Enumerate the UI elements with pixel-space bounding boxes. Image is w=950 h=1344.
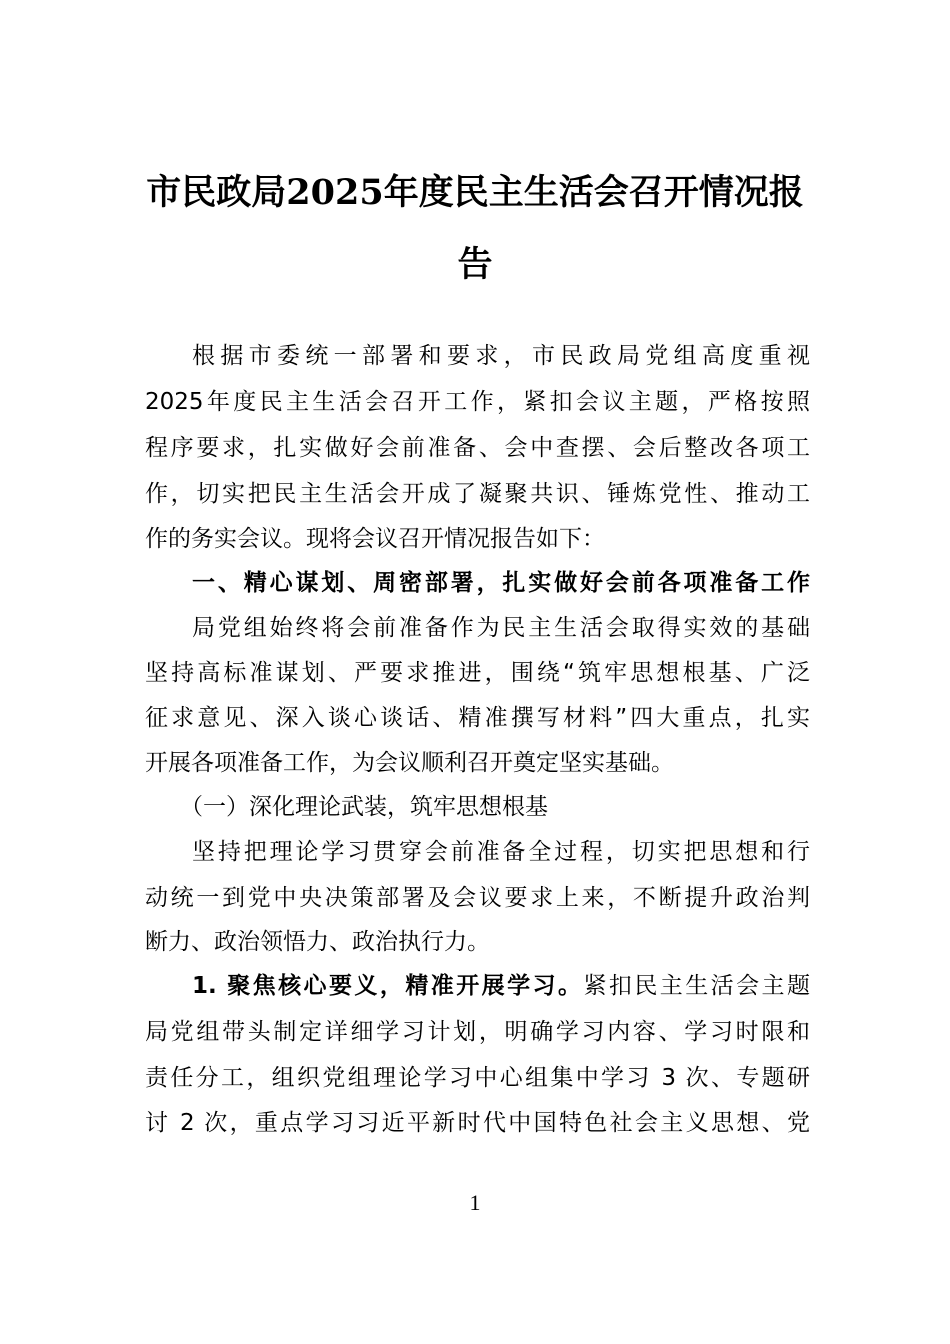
item-lead-rest: 紧扣民主生活会主题: [583, 973, 811, 999]
section-body-line: 征求意见、深入谈心谈话、精准撰写材料”四大重点，扎实: [145, 705, 810, 731]
item-body-line: 局党组带头制定详细学习计划，明确学习内容、学习时限和: [145, 1019, 810, 1045]
item-body-line: 讨 2 次，重点学习习近平新时代中国特色社会主义思想、党: [145, 1110, 810, 1136]
section-body-line: 局党组始终将会前准备作为民主生活会取得实效的基础: [192, 615, 810, 641]
item-body-line: 责任分工，组织党组理论学习中心组集中学习 3 次、专题研: [145, 1065, 810, 1091]
subsection-heading: （一）深化理论武装，筑牢思想根基: [180, 794, 548, 820]
intro-paragraph-line: 作的务实会议。现将会议召开情况报告如下：: [145, 526, 605, 552]
page-number: 1: [469, 1190, 481, 1215]
subsection-body-line: 断力、政治领悟力、政治执行力。: [145, 929, 490, 955]
document-title-continued: 告: [457, 244, 493, 285]
intro-paragraph-line: 根据市委统一部署和要求，市民政局党组高度重视: [192, 343, 810, 369]
intro-paragraph-line: 程序要求，扎实做好会前准备、会中查摆、会后整改各项工: [145, 435, 810, 461]
section-body-line: 坚持高标准谋划、严要求推进，围绕“筑牢思想根基、广泛: [145, 660, 810, 686]
intro-paragraph-line: 2025年度民主生活会召开工作，紧扣会议主题，严格按照: [145, 389, 810, 415]
subsection-body-line: 坚持把理论学习贯穿会前准备全过程，切实把思想和行: [192, 839, 810, 865]
item-first-line: [192, 964, 810, 1008]
section-heading: 一、精心谋划、周密部署，扎实做好会前各项准备工作: [192, 570, 810, 596]
item-lead-bold: 1. 聚焦核心要义，精准开展学习。: [192, 973, 584, 999]
subsection-body-line: 动统一到党中央决策部署及会议要求上来，不断提升政治判: [145, 885, 810, 911]
section-body-line: 开展各项准备工作，为会议顺利召开奠定坚实基础。: [145, 750, 674, 776]
intro-paragraph-line: 作，切实把民主生活会开成了凝聚共识、锤炼党性、推动工: [145, 481, 810, 507]
document-title: 市民政局2025年度民主生活会召开情况报: [146, 172, 804, 213]
